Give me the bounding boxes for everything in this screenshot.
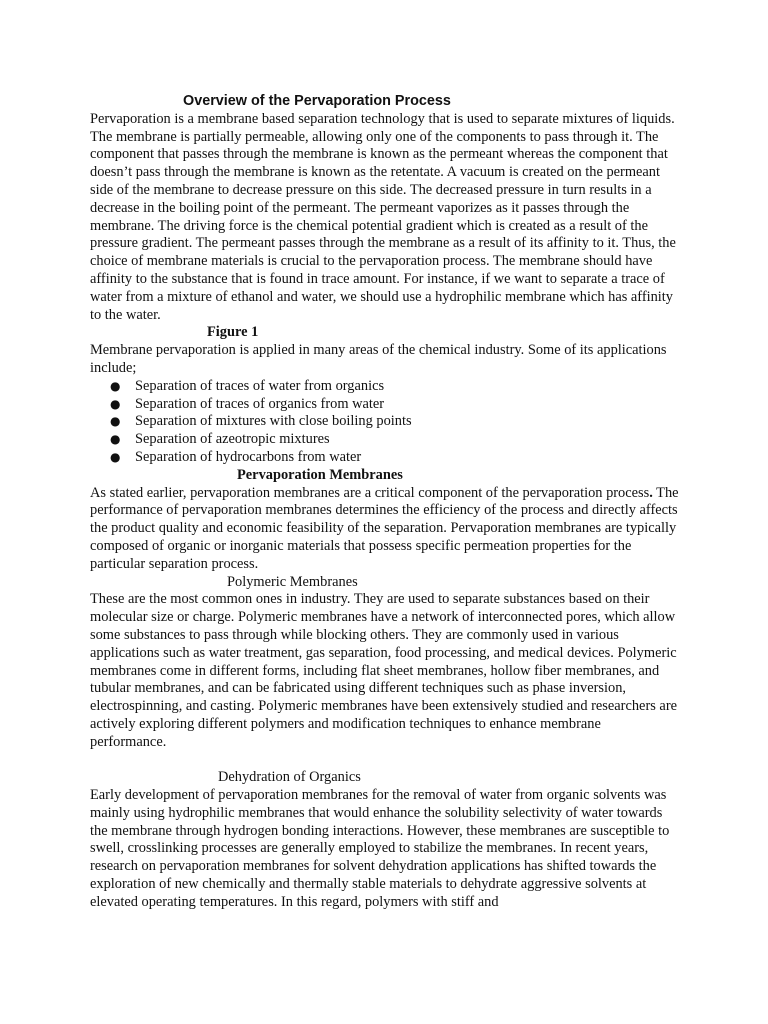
dehydration-heading: Dehydration of Organics [218, 769, 361, 786]
document-page [90, 93, 680, 912]
document-title: Overview of the Pervaporation Process [183, 93, 451, 109]
list-item-text: Separation of mixtures with close boiling points [135, 413, 412, 430]
polymeric-heading: Polymeric Membranes [227, 573, 358, 590]
list-item-text: Separation of azeotropic mixtures [135, 431, 330, 448]
bullet-icon: ● [110, 396, 121, 411]
list-item-text: Separation of traces of water from organics [135, 377, 385, 394]
membranes-paragraph-period: . [649, 484, 653, 501]
membranes-paragraph-part2: The performance of pervaporation membranes determines the efficiency of the process and directly affects the product quality and economic feasibility of the separation. Pervaporation membranes are typically composed of organic or inorganic materials that possess specific permeation properties for the particular separation process. [90, 484, 679, 572]
dehydration-paragraph: Early development of pervaporation membranes for the removal of water from organic solvents was mainly using hydrophilic membranes that would enhance the solubility selectivity of water towards the membrane through hydrogen bonding interactions. However, these membranes are susceptible to swell, crosslinking processes are generally employed to stabilize the membranes. In recent years, research on pervaporation membranes for solvent dehydration applications has shifted towards the exploration of new chemically and thermally stable materials to dehydrate aggressive solvents at elevated operating temperatures. In this regard, polymers with stiff and [90, 787, 670, 910]
membranes-heading: Pervaporation Membranes [237, 466, 403, 483]
list-item [90, 378, 680, 396]
bullet-icon: ● [110, 449, 121, 464]
list-item [90, 413, 680, 431]
membranes-paragraph [90, 485, 680, 574]
intro-paragraph: Pervaporation is a membrane based separation technology that is used to separate mixtures of liquids. The membrane is partially permeable, allowing only one of the components to pass through it. The component that passes through the membrane is known as the permeant whereas the component that doesn’t pass through the membrane is known as the retentate. A vacuum is created on the permeant side of the membrane to decrease pressure on this side. The decreased pressure in turn results in a decrease in the boiling point of the permeant. The permeant vaporizes as it passes through the membrane. The driving force is the chemical potential gradient which is created as a result of the pressure gradient. The permeant passes through the membrane as a result of its affinity to it. Thus, the choice of membrane materials is crucial to the pervaporation process. The membrane should have affinity to the substance that is found in trace amount. For instance, if we want to separate a trace of water from a mixture of ethanol and water, we should use a hydrophilic membrane which has affinity to the water. [90, 110, 676, 323]
membranes-paragraph-part1: As stated earlier, pervaporation membranes are a critical component of the pervaporation process [90, 484, 650, 501]
list-item [90, 396, 680, 414]
list-item-text: Separation of hydrocarbons from water [135, 448, 362, 465]
applications-intro: Membrane pervaporation is applied in many areas of the chemical industry. Some of its applications include; [90, 342, 667, 376]
applications-list [90, 378, 680, 467]
figure-caption: Figure 1 [207, 324, 259, 341]
bullet-icon: ● [110, 432, 121, 447]
bullet-icon: ● [110, 414, 121, 429]
list-item-text: Separation of traces of organics from water [135, 395, 385, 412]
spacer [90, 751, 680, 769]
list-item [90, 431, 680, 449]
bullet-icon: ● [110, 378, 121, 393]
list-item [90, 449, 680, 467]
polymeric-paragraph: These are the most common ones in industry. They are used to separate substances based on their molecular size or charge. Polymeric membranes have a network of interconnected pores, which allow some substances to pass through while blocking others. They are commonly used in various applications such as water treatment, gas separation, food processing, and medical devices. Polymeric membranes come in different forms, including flat sheet membranes, hollow fiber membranes, and tubular membranes, and can be fabricated using different techniques such as phase inversion, electrospinning, and casting. Polymeric membranes have been extensively studied and researchers are actively exploring different polymers and modification techniques to enhance membrane performance. [90, 591, 678, 750]
